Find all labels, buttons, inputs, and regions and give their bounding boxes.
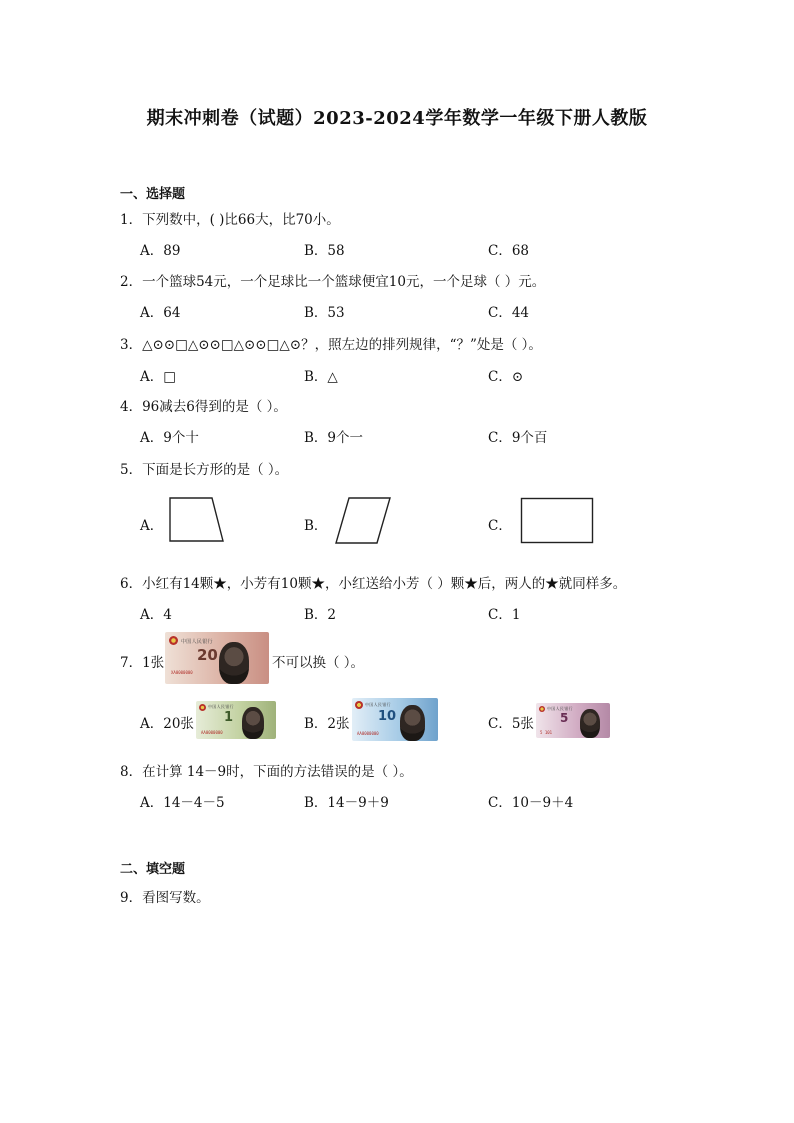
note-value: 10	[378, 709, 397, 724]
question-6: 6．小红有14颗★，小芳有10颗★，小红送给小芳（ ）颗★后，两人的★就同样多。	[120, 576, 627, 592]
question-9: 9．看图写数。	[120, 890, 210, 906]
q7-option-c[interactable]: C．5张	[488, 716, 534, 732]
ten-yuan-note	[352, 698, 438, 741]
q5-option-a[interactable]: A．	[140, 518, 164, 534]
question-4: 4．96减去6得到的是（ ）。	[120, 399, 287, 415]
q6-option-b[interactable]: B．2	[304, 607, 337, 623]
q7-option-a[interactable]: A．20张	[140, 716, 194, 732]
note-serial: AA0000000	[357, 731, 379, 736]
question-7-prefix: 7．1张	[120, 655, 165, 671]
portrait-icon	[580, 709, 600, 738]
q8-option-a[interactable]: A．14－4－5	[140, 795, 225, 811]
rectangle-shape	[520, 497, 595, 545]
q4-option-c[interactable]: C．9个百	[488, 430, 548, 446]
one-yuan-note	[196, 701, 276, 739]
q3-option-c[interactable]: C．⊙	[488, 369, 524, 385]
twenty-yuan-note	[165, 632, 269, 684]
national-emblem-icon	[539, 706, 545, 712]
question-3: 3．△⊙⊙□△⊙⊙□△⊙⊙□△⊙？，照左边的排列规律，“？”处是（ ）。	[120, 337, 542, 353]
national-emblem-icon	[169, 636, 178, 645]
note-bank-name: 中国人民银行	[208, 704, 234, 709]
q3-option-a[interactable]: A．□	[140, 369, 177, 385]
trapezoid-shape	[168, 496, 226, 544]
q4-option-a[interactable]: A．9个十	[140, 430, 199, 446]
q8-option-c[interactable]: C．10－9＋4	[488, 795, 574, 811]
note-bank-name: 中国人民银行	[181, 639, 213, 645]
q3-option-b[interactable]: B．△	[304, 369, 338, 385]
portrait-icon	[400, 705, 425, 741]
question-7-suffix: 不可以换（ ）。	[272, 655, 365, 671]
note-bank-name: 中国人民银行	[365, 702, 391, 707]
q2-option-a[interactable]: A．64	[140, 305, 181, 321]
q2-option-c[interactable]: C．44	[488, 305, 530, 321]
q1-option-c[interactable]: C．68	[488, 243, 530, 259]
note-value: 20	[197, 646, 218, 664]
q7-option-b[interactable]: B．2张	[304, 716, 350, 732]
q5-option-b[interactable]: B．	[304, 518, 328, 534]
question-2: 2．一个篮球54元，一个足球比一个篮球便宜10元，一个足球（ ）元。	[120, 274, 546, 290]
section-heading-choice: 一、选择题	[120, 187, 186, 202]
q6-option-c[interactable]: C．1	[488, 607, 521, 623]
question-5: 5．下面是长方形的是（ ）。	[120, 462, 289, 478]
five-yuan-note	[536, 703, 610, 738]
note-value: 1	[224, 710, 234, 725]
national-emblem-icon	[199, 704, 206, 711]
q2-option-b[interactable]: B．53	[304, 305, 345, 321]
q1-option-a[interactable]: A．89	[140, 243, 181, 259]
note-value: 5	[560, 711, 569, 725]
national-emblem-icon	[355, 701, 363, 709]
q8-option-b[interactable]: B．14－9＋9	[304, 795, 389, 811]
portrait-icon	[219, 642, 249, 684]
section-heading-fill: 二、填空题	[120, 862, 186, 877]
q6-option-a[interactable]: A．4	[140, 607, 172, 623]
q5-option-c[interactable]: C．	[488, 518, 512, 534]
note-serial: XA0000000	[171, 670, 193, 675]
note-serial: 5 101	[540, 730, 553, 735]
portrait-icon	[242, 707, 264, 739]
question-8: 8．在计算 14－9时，下面的方法错误的是（ ）。	[120, 764, 413, 780]
parallelogram-shape	[334, 496, 392, 546]
q4-option-b[interactable]: B．9个一	[304, 430, 364, 446]
note-bank-name: 中国人民银行	[547, 706, 573, 711]
q1-option-b[interactable]: B．58	[304, 243, 345, 259]
page-title: 期末冲刺卷（试题）2023-2024学年数学一年级下册人教版	[146, 108, 648, 129]
note-serial: AA0000000	[201, 730, 223, 735]
question-1: 1．下列数中，( )比66大，比70小。	[120, 212, 340, 228]
